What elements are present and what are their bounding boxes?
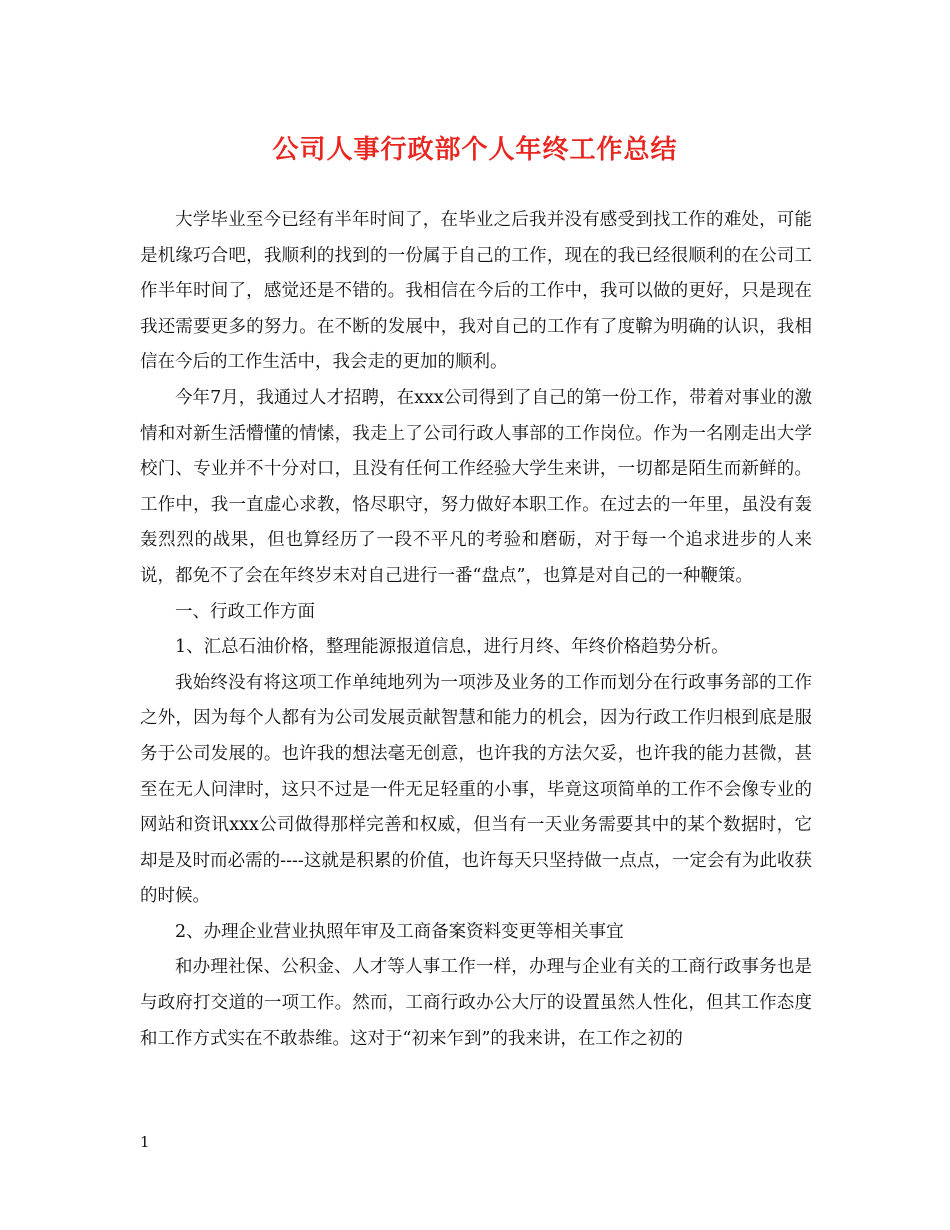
- paragraph-oil-price: 我始终没有将这项工作单纯地列为一项涉及业务的工作而划分在行政事务部的工作之外，因为每个人都有为公司发展贡献智慧和能力的机会，因为行政工作归根到底是服务于公司发展的。也许我的想法毫无创意，也许我的方法欠妥，也许我的能力甚微，甚至在无人问津时，这只不过是一件无足轻重的小事，毕竟这项简单的工作不会像专业的网站和资讯xxx公司做得那样完善和权威，但当有一天业务需要其中的某个数据时，它却是及时而必需的----这就是积累的价值，也许每天只坚持做一点点，一定会有为此收获的时候。: [140, 672, 812, 907]
- paragraph-license: 和办理社保、公积金、人才等人事工作一样，办理与企业有关的工商行政事务也是与政府打交道的一项工作。然而，工商行政办公大厅的设置虽然人性化，但其工作态度和工作方式实在不敢恭维。这对于“初来乍到”的我来讲，在工作之初的: [140, 957, 812, 1049]
- paragraph-intro: 大学毕业至今已经有半年时间了，在毕业之后我并没有感受到找工作的难处，可能是机缘巧合吧，我顺利的找到的一份属于自己的工作，现在的我已经很顺利的在公司工作半年时间了，感觉还是不错的。我相信在今后的工作中，我可以做的更好，只是现在我还需要更多的努力。在不断的发展中，我对自己的工作有了度鞥为明确的认识，我相信在今后的工作生活中，我会走的更加的顺利。: [140, 210, 812, 373]
- page-number: 1: [140, 1133, 150, 1151]
- document-title: 公司人事行政部个人年终工作总结: [272, 135, 678, 165]
- item-heading-oil-price: 1、汇总石油价格，整理能源报道信息，进行月终、年终价格趋势分析。: [175, 637, 729, 658]
- section-heading-admin: 一、行政工作方面: [175, 601, 315, 622]
- item-heading-license: 2、办理企业营业执照年审及工商备案资料变更等相关事宜: [175, 921, 624, 942]
- document-body: [140, 203, 812, 1057]
- paragraph-july: 今年7月，我通过人才招聘，在xxx公司得到了自己的第一份工作，带着对事业的激情和对新生活懵懂的情愫，我走上了公司行政人事部的工作岗位。作为一名刚走出大学校门、专业并不十分对口，且没有任何工作经验大学生来讲，一切都是陌生而新鲜的。工作中，我一直虚心求教，恪尽职守，努力做好本职工作。在过去的一年里，虽没有轰轰烈烈的战果，但也算经历了一段不平凡的考验和磨砺，对于每一个追求进步的人来说，都免不了会在年终岁末对自己进行一番“盘点”，也算是对自己的一种鞭策。: [140, 387, 812, 586]
